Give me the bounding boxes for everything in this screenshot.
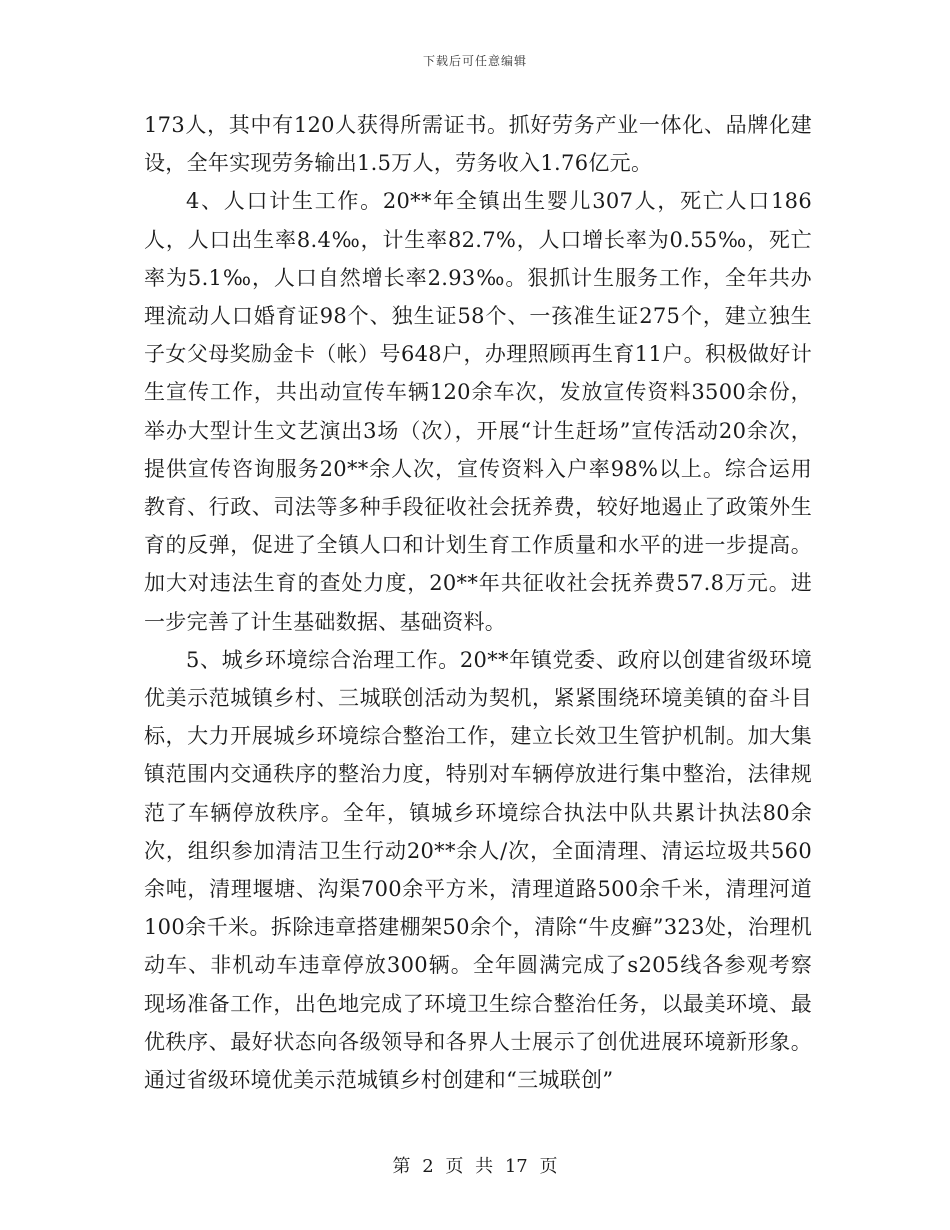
paragraph-population-planning: 4、人口计生工作。20**年全镇出生婴儿307人，死亡人口186人，人口出生率8.4‰，计生率82.7%，人口增长率为0.55‰，死亡率为5.1‰，人口自然增长率2.93‰。狠抓计生服务工作，全年共办理流动人口婚育证98个、独生证58个、一孩准生证275个，建立独生子女父母奖励金卡（帐）号648户，办理照顾再生育11户。积极做好计生宣传工作，共出动宣传车辆120余车次，发放宣传资料3500余份，举办大型计生文艺演出3场（次），开展“计生赶场”宣传活动20余次，提供宣传咨询服务20**余人次，宣传资料入户率98%以上。综合运用教育、行政、司法等多种手段征收社会抚养费，较好地遏止了政策外生育的反弹，促进了全镇人口和计划生育工作质量和水平的进一步提高。加大对违法生育的查处力度，20**年共征收社会抚养费57.8万元。进一步完善了计生基础数据、基础资料。 — [144, 189, 812, 634]
paragraph-labor-continued: 173人，其中有120人获得所需证书。抓好劳务产业一体化、品牌化建设，全年实现劳务输出1.5万人，劳务收入1.76亿元。 — [144, 113, 812, 176]
page-header-note: 下载后可任意编辑 — [422, 54, 527, 68]
document-body — [144, 106, 812, 1099]
paragraph-environment-governance: 5、城乡环境综合治理工作。20**年镇党委、政府以创建省级环境优美示范城镇乡村、三城联创活动为契机，紧紧围绕环境美镇的奋斗目标，大力开展城乡环境综合整治工作，建立长效卫生管护机制。加大集镇范围内交通秩序的整治力度，特别对车辆停放进行集中整治，法律规范了车辆停放秩序。全年，镇城乡环境综合执法中队共累计执法80余次，组织参加清洁卫生行动20**余人/次，全面清理、清运垃圾共560余吨，清理堰塘、沟渠700余平方米，清理道路500余千米，清理河道100余千米。拆除违章搭建棚架50余个，清除“牛皮癣”323处，治理机动车、非机动车违章停放300辆。全年圆满完成了s205线各参观考察现场准备工作，出色地完成了环境卫生综合整治任务，以最美环境、最优秩序、最好状态向各级领导和各界人士展示了创优进展环境新形象。通过省级环境优美示范城镇乡村创建和“三城联创” — [144, 647, 812, 1093]
page-number: 第 2 页 共 17 页 — [392, 1156, 558, 1177]
